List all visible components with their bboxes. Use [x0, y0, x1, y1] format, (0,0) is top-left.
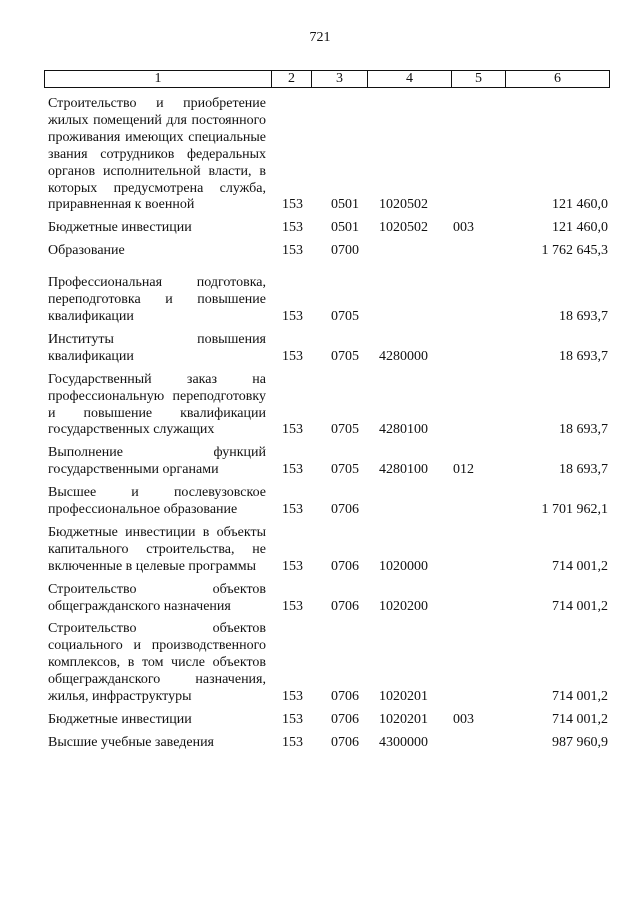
table-row [48, 525, 608, 576]
row-name: Высшее и послевузовское профессиональное образование [48, 485, 266, 518]
row-name: Строительство объектов общегражданского назначения [48, 581, 266, 614]
row-ved: 153 [282, 348, 303, 364]
table-row [48, 445, 608, 479]
row-ved: 153 [282, 462, 303, 478]
row-ved: 153 [282, 220, 303, 236]
row-ved: 153 [282, 734, 303, 750]
table-row [48, 582, 608, 616]
table-row [48, 621, 608, 706]
row-sum: 714 001,2 [552, 712, 608, 727]
table-row [48, 735, 608, 752]
row-ved: 153 [282, 689, 303, 705]
header-col-4: 4 [368, 70, 452, 88]
row-ved: 153 [282, 712, 303, 727]
row-vr: 012 [453, 462, 474, 478]
row-razdel: 0700 [331, 243, 359, 259]
row-sum: 18 693,7 [559, 348, 608, 364]
row-razdel: 0706 [331, 712, 359, 727]
row-razdel: 0501 [331, 220, 359, 236]
row-csr: 1020201 [379, 689, 428, 705]
table-body [48, 96, 608, 758]
row-ved: 153 [282, 308, 303, 324]
table-row [48, 712, 608, 729]
table-row [48, 275, 608, 326]
row-razdel: 0706 [331, 734, 359, 750]
row-razdel: 0705 [331, 462, 359, 478]
table-row [48, 485, 608, 519]
row-ved: 153 [282, 558, 303, 574]
row-name: Строительство объектов социального и производственного комплексов, в том числе объектов общегражданского назначения, жилья, инфраструктуры [48, 621, 266, 705]
table-row [48, 332, 608, 366]
row-csr: 1020000 [379, 558, 428, 574]
table-row [48, 372, 608, 440]
row-csr: 1020502 [379, 197, 428, 213]
row-sum: 18 693,7 [559, 308, 608, 324]
row-name: Государственный заказ на профессиональную переподготовку и повышение квалификации государственных служащих [48, 371, 266, 438]
row-sum: 714 001,2 [552, 558, 608, 574]
row-sum: 121 460,0 [552, 220, 608, 236]
row-name: Выполнение функций государственными органами [48, 445, 266, 478]
row-name: Образование [48, 243, 125, 259]
row-vr: 003 [453, 220, 474, 236]
row-name: Высшие учебные заведения [48, 734, 214, 750]
table-row [48, 96, 608, 214]
table-row [48, 220, 608, 237]
row-name: Профессиональная подготовка, переподготовка и повышение квалификации [48, 275, 266, 324]
row-razdel: 0705 [331, 422, 359, 438]
header-col-1: 1 [44, 70, 272, 88]
row-csr: 4280100 [379, 462, 428, 478]
row-sum: 987 960,9 [552, 734, 608, 750]
row-sum: 1 762 645,3 [541, 243, 608, 259]
row-razdel: 0706 [331, 689, 359, 705]
header-col-3: 3 [312, 70, 368, 88]
row-sum: 714 001,2 [552, 598, 608, 614]
row-razdel: 0706 [331, 558, 359, 574]
row-csr: 1020502 [379, 220, 428, 236]
row-name: Бюджетные инвестиции [48, 712, 192, 727]
row-ved: 153 [282, 197, 303, 213]
row-name: Строительство и приобретение жилых помещений для постоянного проживания имеющих специальные звания сотрудников федеральных органов исполнительной власти, в которых предусмотрена служба, приравненная к военной [48, 96, 266, 213]
row-name: Институты повышения квалификации [48, 331, 266, 364]
row-csr: 4280100 [379, 422, 428, 438]
row-ved: 153 [282, 502, 303, 518]
page-number: 721 [309, 30, 331, 45]
row-sum: 714 001,2 [552, 689, 608, 705]
row-razdel: 0706 [331, 502, 359, 518]
header-col-6: 6 [506, 70, 610, 88]
row-ved: 153 [282, 422, 303, 438]
row-razdel: 0501 [331, 197, 359, 213]
header-col-2: 2 [272, 70, 312, 88]
row-csr: 1020201 [379, 712, 428, 727]
row-razdel: 0706 [331, 598, 359, 614]
header-col-5: 5 [452, 70, 506, 88]
row-ved: 153 [282, 598, 303, 614]
row-sum: 18 693,7 [559, 422, 608, 438]
row-csr: 4300000 [379, 734, 428, 750]
row-razdel: 0705 [331, 348, 359, 364]
row-sum: 121 460,0 [552, 197, 608, 213]
row-ved: 153 [282, 243, 303, 259]
row-csr: 1020200 [379, 598, 428, 614]
table-row [48, 243, 608, 260]
row-name: Бюджетные инвестиции в объекты капитального строительства, не включенные в целевые программы [48, 524, 266, 574]
row-sum: 18 693,7 [559, 462, 608, 478]
row-csr: 4280000 [379, 348, 428, 364]
row-vr: 003 [453, 712, 474, 727]
row-sum: 1 701 962,1 [541, 502, 608, 518]
row-razdel: 0705 [331, 308, 359, 324]
row-name: Бюджетные инвестиции [48, 220, 192, 236]
